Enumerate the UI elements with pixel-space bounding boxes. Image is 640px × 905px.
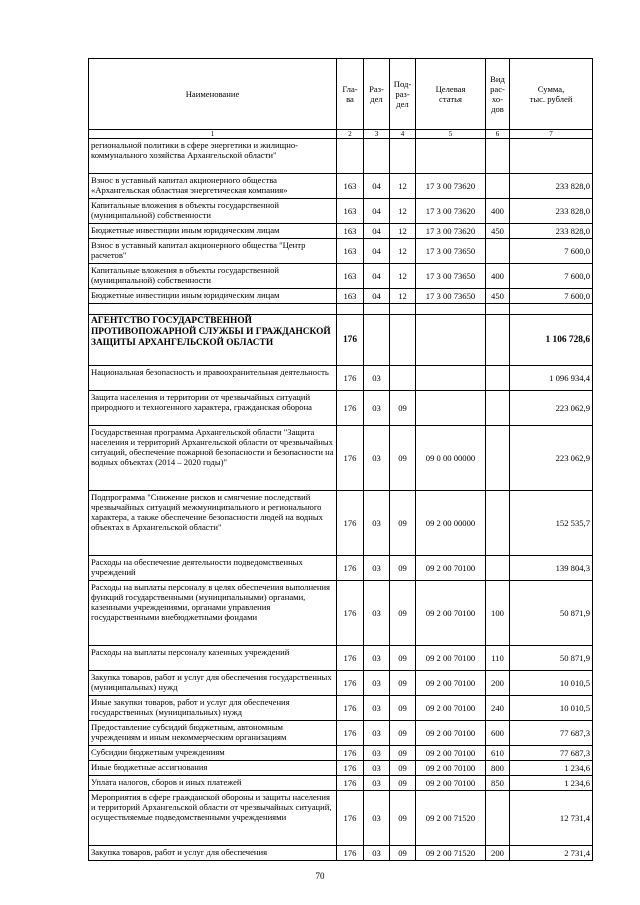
cell-name: Закупка товаров, работ и услуг для обеспечения государственных (муниципальных) нужд: [89, 671, 337, 696]
column-number: 4: [390, 130, 416, 139]
cell-target: 09 2 00 00000: [416, 491, 486, 556]
cell-glava: 163: [337, 239, 364, 264]
cell-glava: 163: [337, 199, 364, 224]
cell-podrazdel: 12: [390, 289, 416, 304]
cell-razdel: 03: [364, 696, 390, 721]
cell-razdel: 03: [364, 581, 390, 646]
cell-vid: 200: [486, 671, 510, 696]
cell-sum: 50 871,9: [510, 581, 593, 646]
cell-podrazdel: 09: [390, 646, 416, 671]
cell-podrazdel: 09: [390, 491, 416, 556]
cell-target: 09 2 00 70100: [416, 721, 486, 746]
header-vid: Вид рас- хо- дов: [486, 59, 510, 130]
cell-podrazdel: 09: [390, 581, 416, 646]
cell-target: 09 2 00 70100: [416, 746, 486, 761]
cell-podrazdel: 09: [390, 671, 416, 696]
cell-name: Государственная программа Архангельской области "Защита населения и территорий Архангельской области от чрезвычайных ситуаций, обеспечение пожарной безопасности и безопасности на водных объектах (2014 – 2020 годы)": [89, 426, 337, 491]
cell-razdel: [364, 304, 390, 315]
cell-name: [89, 304, 337, 315]
cell-sum: 7 600,0: [510, 239, 593, 264]
table-row: [89, 721, 593, 746]
header-name: Наименование: [89, 59, 337, 130]
cell-razdel: 03: [364, 776, 390, 791]
cell-vid: [486, 174, 510, 199]
cell-vid: 850: [486, 776, 510, 791]
cell-razdel: [364, 315, 390, 366]
table-row: [89, 289, 593, 304]
cell-sum: [510, 304, 593, 315]
header-sum: Сумма, тыс. рублей: [510, 59, 593, 130]
cell-target: 17 3 00 73620: [416, 199, 486, 224]
column-number-row: [89, 130, 593, 139]
cell-sum: 152 535,7: [510, 491, 593, 556]
cell-name: Иные бюджетные ассигнования: [89, 761, 337, 776]
cell-sum: 12 731,4: [510, 791, 593, 846]
cell-target: 09 0 00 00000: [416, 426, 486, 491]
cell-vid: [486, 491, 510, 556]
cell-podrazdel: [390, 315, 416, 366]
table-row: [89, 846, 593, 861]
cell-podrazdel: 09: [390, 426, 416, 491]
cell-sum: 233 828,0: [510, 224, 593, 239]
cell-razdel: 03: [364, 366, 390, 391]
cell-glava: 176: [337, 491, 364, 556]
cell-glava: [337, 139, 364, 174]
cell-target: 09 2 00 70100: [416, 581, 486, 646]
cell-glava: 176: [337, 721, 364, 746]
cell-target: 17 3 00 73650: [416, 239, 486, 264]
cell-vid: 400: [486, 264, 510, 289]
budget-table-sheet: [88, 58, 592, 861]
cell-glava: 176: [337, 696, 364, 721]
cell-glava: 176: [337, 671, 364, 696]
cell-podrazdel: 09: [390, 761, 416, 776]
table-row: [89, 426, 593, 491]
cell-vid: [486, 791, 510, 846]
cell-target: 17 3 00 73620: [416, 224, 486, 239]
cell-razdel: 04: [364, 264, 390, 289]
cell-name: региональной политики в сфере энергетики и жилищно-коммунального хозяйства Архангельской области": [89, 139, 337, 174]
table-row: [89, 671, 593, 696]
column-number: 2: [337, 130, 364, 139]
cell-razdel: [364, 139, 390, 174]
table-row: [89, 239, 593, 264]
cell-vid: 400: [486, 199, 510, 224]
table-row: [89, 581, 593, 646]
cell-vid: 110: [486, 646, 510, 671]
cell-vid: [486, 426, 510, 491]
cell-sum: 1 234,6: [510, 776, 593, 791]
cell-razdel: 03: [364, 791, 390, 846]
cell-vid: 450: [486, 289, 510, 304]
cell-name: Бюджетные инвестиции иным юридическим лицам: [89, 224, 337, 239]
cell-sum: 223 062,9: [510, 426, 593, 491]
cell-vid: [486, 556, 510, 581]
cell-glava: 176: [337, 391, 364, 426]
cell-target: 09 2 00 70100: [416, 776, 486, 791]
cell-target: 09 2 00 70100: [416, 671, 486, 696]
cell-glava: 176: [337, 581, 364, 646]
cell-name: Предоставление субсидий бюджетным, автономным учреждениям и иным некоммерческим организациям: [89, 721, 337, 746]
cell-vid: [486, 304, 510, 315]
cell-sum: 233 828,0: [510, 174, 593, 199]
cell-sum: 1 234,6: [510, 761, 593, 776]
cell-razdel: 03: [364, 556, 390, 581]
cell-glava: 176: [337, 366, 364, 391]
column-number: 5: [416, 130, 486, 139]
cell-glava: 163: [337, 264, 364, 289]
cell-podrazdel: 09: [390, 391, 416, 426]
cell-target: 17 3 00 73620: [416, 174, 486, 199]
header-podrazdel: Под- раз- дел: [390, 59, 416, 130]
table-row: [89, 315, 593, 366]
cell-sum: 7 600,0: [510, 264, 593, 289]
cell-vid: 800: [486, 761, 510, 776]
cell-glava: 176: [337, 791, 364, 846]
cell-podrazdel: [390, 139, 416, 174]
cell-razdel: 03: [364, 391, 390, 426]
cell-name: Субсидии бюджетным учреждениям: [89, 746, 337, 761]
cell-name: Мероприятия в сфере гражданской обороны и защиты населения и территорий Архангельской области от чрезвычайных ситуаций, осуществляемые подведомственными учреждениями: [89, 791, 337, 846]
cell-target: 09 2 00 70100: [416, 761, 486, 776]
cell-sum: 223 062,9: [510, 391, 593, 426]
cell-podrazdel: 09: [390, 556, 416, 581]
cell-razdel: 04: [364, 239, 390, 264]
cell-razdel: 03: [364, 426, 390, 491]
cell-name: Взнос в уставный капитал акционерного общества "Центр расчетов": [89, 239, 337, 264]
cell-razdel: 03: [364, 761, 390, 776]
cell-glava: 176: [337, 761, 364, 776]
cell-vid: [486, 366, 510, 391]
column-number: 6: [486, 130, 510, 139]
cell-podrazdel: 09: [390, 776, 416, 791]
cell-name: Национальная безопасность и правоохранительная деятельность: [89, 366, 337, 391]
cell-target: 09 2 00 70100: [416, 646, 486, 671]
cell-glava: 176: [337, 315, 364, 366]
cell-sum: 233 828,0: [510, 199, 593, 224]
cell-razdel: 04: [364, 199, 390, 224]
cell-name: Иные закупки товаров, работ и услуг для обеспечения государственных (муниципальных) нужд: [89, 696, 337, 721]
cell-razdel: 03: [364, 491, 390, 556]
cell-name: Взнос в уставный капитал акционерного общества «Архангельская областная энергетическая компания»: [89, 174, 337, 199]
cell-razdel: 03: [364, 646, 390, 671]
cell-glava: 176: [337, 426, 364, 491]
cell-podrazdel: 12: [390, 224, 416, 239]
header-razdel: Раз- дел: [364, 59, 390, 130]
cell-razdel: 04: [364, 174, 390, 199]
cell-podrazdel: 09: [390, 696, 416, 721]
cell-name: Капитальные вложения в объекты государственной (муниципальной) собственности: [89, 199, 337, 224]
cell-name: Бюджетные инвестиции иным юридическим лицам: [89, 289, 337, 304]
table-header: [89, 59, 593, 139]
cell-target: [416, 139, 486, 174]
column-number: 1: [89, 130, 337, 139]
table-row: [89, 224, 593, 239]
cell-target: 17 3 00 73650: [416, 289, 486, 304]
cell-vid: 240: [486, 696, 510, 721]
cell-vid: 610: [486, 746, 510, 761]
cell-podrazdel: 12: [390, 174, 416, 199]
cell-razdel: 03: [364, 746, 390, 761]
cell-vid: [486, 391, 510, 426]
cell-glava: 176: [337, 846, 364, 861]
table-row: [89, 556, 593, 581]
cell-razdel: 04: [364, 224, 390, 239]
table-row: [89, 646, 593, 671]
column-number: 3: [364, 130, 390, 139]
cell-name: Подпрограмма "Снижение рисков и смягчение последствий чрезвычайных ситуаций межмуниципального и регионального характера, а также обеспечение безопасности людей на водных объектах в Архангельской области": [89, 491, 337, 556]
cell-podrazdel: 09: [390, 721, 416, 746]
cell-sum: 2 731,4: [510, 846, 593, 861]
cell-glava: 176: [337, 556, 364, 581]
table-row: [89, 776, 593, 791]
cell-glava: 163: [337, 224, 364, 239]
cell-glava: [337, 304, 364, 315]
cell-podrazdel: [390, 366, 416, 391]
cell-glava: 163: [337, 289, 364, 304]
table-row: [89, 264, 593, 289]
cell-vid: 100: [486, 581, 510, 646]
cell-razdel: 04: [364, 289, 390, 304]
table-row: [89, 199, 593, 224]
cell-sum: 1 106 728,6: [510, 315, 593, 366]
cell-name: Закупка товаров, работ и услуг для обеспечения: [89, 846, 337, 861]
cell-sum: 50 871,9: [510, 646, 593, 671]
cell-target: 09 2 00 71520: [416, 791, 486, 846]
cell-target: [416, 315, 486, 366]
cell-sum: 10 010,5: [510, 671, 593, 696]
table-row: [89, 761, 593, 776]
cell-podrazdel: [390, 304, 416, 315]
table-row: [89, 304, 593, 315]
cell-razdel: 03: [364, 846, 390, 861]
cell-target: [416, 391, 486, 426]
cell-glava: 176: [337, 776, 364, 791]
cell-podrazdel: 09: [390, 791, 416, 846]
cell-name: Уплата налогов, сборов и иных платежей: [89, 776, 337, 791]
cell-vid: [486, 239, 510, 264]
cell-name: Капитальные вложения в объекты государственной (муниципальной) собственности: [89, 264, 337, 289]
cell-glava: 163: [337, 174, 364, 199]
cell-glava: 176: [337, 746, 364, 761]
page-number: 70: [315, 871, 325, 881]
table-row: [89, 174, 593, 199]
budget-table: [88, 58, 593, 861]
cell-vid: 600: [486, 721, 510, 746]
table-row: [89, 366, 593, 391]
table-row: [89, 791, 593, 846]
cell-target: [416, 366, 486, 391]
cell-name: Расходы на обеспечение деятельности подведомственных учреждений: [89, 556, 337, 581]
cell-vid: [486, 139, 510, 174]
table-row: [89, 491, 593, 556]
cell-razdel: 03: [364, 671, 390, 696]
header-target: Целевая статья: [416, 59, 486, 130]
column-number: 7: [510, 130, 593, 139]
table-row: [89, 696, 593, 721]
cell-podrazdel: 09: [390, 846, 416, 861]
cell-podrazdel: 12: [390, 239, 416, 264]
cell-name: Расходы на выплаты персоналу в целях обеспечения выполнения функций государственными (муниципальными) органами, казенными учреждениями, органами управления государственными внебюджетными фондами: [89, 581, 337, 646]
cell-name: Расходы на выплаты персоналу казенных учреждений: [89, 646, 337, 671]
cell-sum: 139 804,3: [510, 556, 593, 581]
cell-target: 09 2 00 70100: [416, 696, 486, 721]
cell-podrazdel: 12: [390, 264, 416, 289]
table-body: [89, 139, 593, 861]
cell-sum: [510, 139, 593, 174]
header-glava: Гла- ва: [337, 59, 364, 130]
table-row: [89, 139, 593, 174]
cell-target: [416, 304, 486, 315]
cell-sum: 1 096 934,4: [510, 366, 593, 391]
cell-target: 17 3 00 73650: [416, 264, 486, 289]
cell-podrazdel: 09: [390, 746, 416, 761]
cell-vid: 450: [486, 224, 510, 239]
cell-podrazdel: 12: [390, 199, 416, 224]
cell-name: Защита населения и территории от чрезвычайных ситуаций природного и техногенного характера, гражданская оборона: [89, 391, 337, 426]
cell-vid: [486, 315, 510, 366]
cell-vid: 200: [486, 846, 510, 861]
cell-razdel: 03: [364, 721, 390, 746]
cell-sum: 7 600,0: [510, 289, 593, 304]
cell-target: 09 2 00 71520: [416, 846, 486, 861]
table-row: [89, 391, 593, 426]
table-row: [89, 746, 593, 761]
cell-sum: 10 010,5: [510, 696, 593, 721]
cell-target: 09 2 00 70100: [416, 556, 486, 581]
cell-sum: 77 687,3: [510, 721, 593, 746]
cell-name: АГЕНТСТВО ГОСУДАРСТВЕННОЙ ПРОТИВОПОЖАРНОЙ СЛУЖБЫ И ГРАЖДАНСКОЙ ЗАЩИТЫ АРХАНГЕЛЬСКОЙ ОБЛАСТИ: [89, 315, 337, 366]
cell-glava: 176: [337, 646, 364, 671]
cell-sum: 77 687,3: [510, 746, 593, 761]
